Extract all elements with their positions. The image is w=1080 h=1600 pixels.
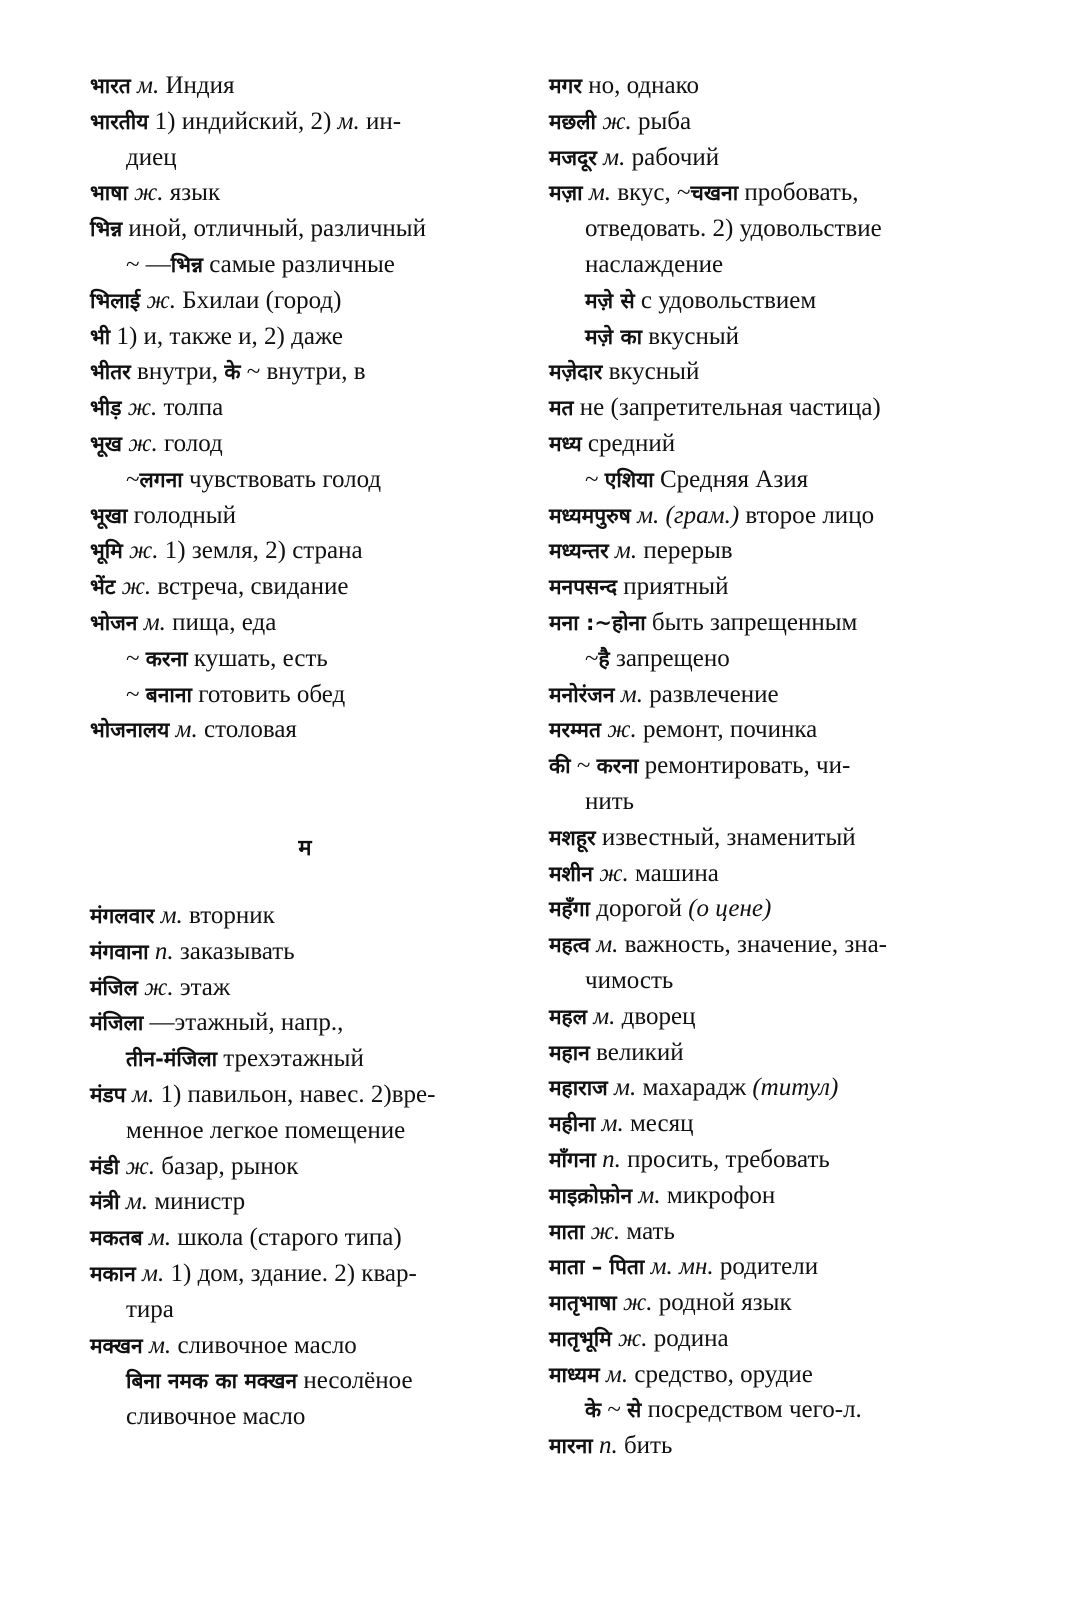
right-entries [549, 68, 982, 1464]
grammar-mark: (титул) [752, 1074, 839, 1102]
translation-text: ~ [126, 644, 146, 672]
dictionary-line [549, 533, 982, 569]
dictionary-line [90, 1149, 520, 1185]
grammar-mark: м. (грам.) [630, 501, 746, 529]
dictionary-line [549, 712, 982, 748]
headword: माइक्रोफ़ोन [549, 1183, 633, 1208]
dictionary-line [90, 1292, 520, 1328]
translation-text: дорогой [589, 895, 689, 923]
headword: मकान [90, 1261, 136, 1286]
translation-text: ~ [585, 465, 605, 493]
grammar-mark: м. [119, 1188, 155, 1216]
translation-text: перерыв [643, 537, 733, 565]
dictionary-line [549, 140, 982, 176]
headword: मजदूर [549, 145, 597, 170]
headword: मनपसन्द [549, 575, 617, 600]
grammar-mark: (о цене) [688, 895, 772, 923]
headword: भूमि [90, 539, 123, 564]
grammar-mark: м. [142, 1331, 178, 1359]
grammar-mark: п. [595, 1145, 628, 1173]
dictionary-line [549, 1428, 982, 1464]
dictionary-line [549, 677, 982, 713]
grammar-mark: ж. [137, 973, 180, 1001]
translation-text: 1) павильон, навес. 2)вре- [160, 1080, 436, 1108]
grammar-mark: м. [608, 537, 644, 565]
grammar-mark: м. [125, 1080, 161, 1108]
dictionary-line [549, 390, 982, 426]
headword: भेंट [90, 575, 116, 600]
grammar-mark: м. [135, 1259, 171, 1287]
dictionary-line [549, 1106, 982, 1142]
headword: मज़ेदार [549, 360, 603, 385]
dictionary-line [90, 1399, 520, 1435]
headword: मातृभाषा [549, 1291, 617, 1316]
headword: तीन-मंजिला [126, 1047, 218, 1072]
dictionary-line [549, 1142, 982, 1178]
translation-text: —этажный, напр., [143, 1009, 344, 1037]
translation-text: министр [154, 1188, 246, 1216]
dictionary-line [90, 677, 520, 713]
headword: महान [549, 1040, 590, 1065]
translation-text: Индия [165, 72, 235, 99]
headword: मध्य [549, 431, 582, 456]
headword: माँगना [549, 1147, 596, 1172]
translation-text: заказывать [179, 937, 295, 965]
translation-text: внутри, [130, 358, 225, 386]
headword: लगना [139, 467, 183, 492]
headword: भिन्न [170, 252, 203, 277]
dictionary-line [549, 927, 982, 963]
headword: के [224, 360, 241, 385]
translation-text: 1) земля, 2) страна [164, 537, 363, 565]
translation-text: но, однако [581, 72, 699, 99]
headword: भोजन [90, 610, 138, 635]
translation-text: второе лицо [745, 501, 875, 529]
headword: मंडप [90, 1082, 126, 1107]
dictionary-line [549, 641, 982, 677]
translation-text: пища, еда [172, 608, 277, 636]
dictionary-line [90, 354, 520, 390]
headword: मशीन [549, 861, 593, 886]
dictionary-line [549, 605, 982, 641]
grammar-mark: м. [142, 1224, 178, 1252]
headword: मध्यमपुरुष [549, 503, 631, 528]
translation-text: тира [126, 1295, 174, 1323]
section-heading-ma: म [298, 836, 312, 861]
grammar-mark: ж. [616, 1289, 659, 1317]
translation-text: пробовать, [738, 179, 859, 207]
dictionary-line [549, 999, 982, 1035]
grammar-mark: ж. [127, 179, 170, 207]
headword: मत [549, 396, 574, 421]
grammar-mark: м. [595, 1110, 630, 1138]
headword: मध्यन्तर [549, 539, 609, 564]
grammar-mark: ж. [122, 537, 165, 565]
headword: भीड़ [90, 396, 122, 421]
translation-text: средний [581, 429, 676, 457]
dictionary-line [90, 1077, 520, 1113]
translation-text: трехэтажный [217, 1045, 364, 1073]
headword: भूखा [90, 503, 128, 528]
headword: मारना [549, 1434, 593, 1459]
translation-text: великий [589, 1038, 684, 1066]
translation-text: встреча, свидание [157, 573, 349, 601]
translation-text: несолёное [297, 1367, 413, 1395]
grammar-mark: ж. [121, 394, 164, 422]
translation-text: месяц [629, 1110, 694, 1138]
translation-text: самые различные [202, 250, 395, 278]
headword: महत्व [549, 933, 590, 958]
grammar-mark: ж. [140, 286, 183, 314]
translation-text: кушать, есть [187, 644, 328, 672]
translation-text: язык [169, 179, 221, 207]
headword: मंजिल [90, 975, 138, 1000]
headword: भिलाई [90, 288, 141, 313]
grammar-mark: м. [130, 72, 166, 99]
translation-text: машина [634, 859, 719, 887]
dictionary-line [90, 1041, 520, 1077]
translation-text: рабочий [631, 143, 720, 171]
headword: मंजिला [90, 1011, 144, 1036]
headword: मंगलवार [90, 904, 155, 928]
dictionary-line [549, 426, 982, 462]
headword: महल [549, 1004, 587, 1029]
dictionary-line [549, 462, 982, 498]
translation-text: рыба [637, 107, 692, 135]
headword: मंत्री [90, 1190, 120, 1215]
translation-text: ин- [359, 107, 402, 135]
translation-text: посредством чего-л. [641, 1396, 862, 1424]
translation-text: ремонт, починка [642, 716, 818, 744]
headword: बिना नमक का मक्खन [126, 1369, 298, 1394]
dictionary-line [549, 354, 982, 390]
grammar-mark: м. мн. [644, 1253, 720, 1281]
dictionary-line [90, 104, 520, 140]
grammar-mark: м. [596, 143, 632, 171]
grammar-mark: ж. [592, 859, 635, 887]
headword: भूख [90, 431, 122, 456]
dictionary-line [90, 533, 520, 569]
headword: मंडी [90, 1154, 120, 1179]
headword: एशिया [604, 467, 654, 492]
dictionary-line [549, 820, 982, 856]
headword: से [627, 1398, 642, 1423]
translation-text: дворец [621, 1002, 696, 1030]
headword: मक्खन [90, 1333, 143, 1358]
dictionary-line [90, 1363, 520, 1399]
dictionary-line [549, 1285, 982, 1321]
translation-text: мать [626, 1217, 675, 1245]
translation-text: родина [653, 1324, 729, 1352]
translation-text: вкус, ~ [617, 179, 691, 207]
grammar-mark: м. [614, 680, 650, 708]
grammar-mark: м. [582, 179, 618, 207]
translation-text: голод [163, 429, 223, 457]
grammar-mark: ж. [119, 1152, 162, 1180]
dictionary-line [549, 963, 982, 999]
dictionary-line [549, 856, 982, 892]
headword: के [585, 1398, 602, 1423]
translation-text: развлечение [649, 680, 779, 708]
dictionary-line [90, 211, 520, 247]
translation-text: школа (старого типа) [177, 1224, 402, 1252]
headword: मरम्मत [549, 718, 601, 743]
translation-text: родной язык [658, 1289, 792, 1317]
dictionary-line [549, 68, 982, 104]
headword: मज़ा [549, 181, 583, 206]
dictionary-line [90, 605, 520, 641]
grammar-mark: п. [148, 937, 180, 965]
translation-text: не (запретительная частица) [573, 394, 881, 422]
translation-text: наслаждение [585, 250, 724, 278]
translation-text: вкусный [602, 358, 700, 386]
dictionary-line [90, 712, 520, 748]
headword: करना [145, 646, 188, 671]
headword: भीतर [90, 360, 131, 385]
dictionary-line [90, 641, 520, 677]
headword: मछली [549, 109, 596, 134]
translation-text: ~ — [126, 250, 171, 278]
headword: महाराज [549, 1076, 608, 1101]
headword: करना [596, 754, 639, 779]
translation-text: ~ [585, 644, 599, 672]
dictionary-line [90, 569, 520, 605]
dictionary-line [90, 1328, 520, 1364]
dictionary-line [549, 1249, 982, 1285]
translation-text: ~ [126, 680, 146, 708]
translation-text: родители [719, 1253, 819, 1281]
grammar-mark: м. [169, 716, 205, 744]
headword: भाषा [90, 181, 128, 206]
dictionary-line [549, 175, 982, 211]
dictionary-line [549, 1392, 982, 1428]
dictionary-line [90, 1220, 520, 1256]
translation-text: важность, значение, зна- [624, 931, 887, 959]
dictionary-line [90, 283, 520, 319]
headword: भारतीय [90, 109, 149, 134]
grammar-mark: ж. [600, 716, 643, 744]
translation-text: махарадж [642, 1074, 753, 1102]
headword: महँगा [549, 897, 590, 922]
translation-text: ~ [570, 752, 597, 780]
translation-text: иной, отличный, различный [122, 215, 426, 243]
headword: मगर [549, 74, 582, 98]
translation-text: базар, рынок [161, 1152, 299, 1180]
translation-text: менное легкое помещение [126, 1116, 406, 1144]
grammar-mark: ж. [595, 107, 638, 135]
headword: मनोरंजन [549, 682, 615, 707]
grammar-mark: м. [607, 1074, 643, 1102]
translation-text: готовить обед [191, 680, 346, 708]
headword: भी [90, 324, 111, 349]
dictionary-line [549, 891, 982, 927]
dictionary-line [90, 462, 520, 498]
grammar-mark: ж. [121, 429, 164, 457]
dictionary-line [549, 104, 982, 140]
headword: मकतब [90, 1226, 143, 1251]
dictionary-line [549, 1070, 982, 1106]
translation-text: чувствовать голод [182, 465, 382, 493]
headword: मातृभूमि [549, 1326, 612, 1351]
translation-text: сливочное масло [126, 1403, 306, 1431]
dictionary-line [90, 898, 520, 934]
headword: माध्यम [549, 1362, 600, 1387]
left-bottom-entries [90, 898, 520, 1435]
dictionary-line [549, 1178, 982, 1214]
dictionary-line [90, 247, 520, 283]
translation-text: нить [585, 787, 635, 815]
dictionary-line [549, 1321, 982, 1357]
translation-text: вторник [189, 902, 275, 929]
dictionary-line [549, 498, 982, 534]
dictionary-line [90, 175, 520, 211]
translation-text: с удовольствием [634, 286, 817, 314]
headword: मंगवाना [90, 939, 149, 964]
translation-text: этаж [179, 973, 231, 1001]
headword: माता – पिता [549, 1255, 645, 1280]
translation-text: быть запрещенным [645, 608, 858, 636]
dictionary-line [549, 283, 982, 319]
headword: भारत [90, 74, 131, 98]
translation-text: 1) индийский, 2) [148, 107, 338, 135]
grammar-mark: ж. [115, 573, 158, 601]
headword: बनाना [145, 682, 192, 707]
dictionary-line [549, 569, 982, 605]
headword: माता [549, 1219, 585, 1244]
translation-text: чимость [585, 966, 674, 994]
dictionary-line [549, 1214, 982, 1250]
grammar-mark: м. [337, 107, 360, 135]
translation-text: толпа [163, 394, 224, 422]
translation-text: ~ [601, 1396, 628, 1424]
headword: मज़े का [585, 324, 643, 349]
translation-text: микрофон [666, 1181, 776, 1209]
dictionary-line [549, 1357, 982, 1393]
grammar-mark: ж. [584, 1217, 627, 1245]
grammar-mark: п. [592, 1432, 624, 1460]
headword: मशहूर [549, 825, 596, 850]
grammar-mark: м. [137, 608, 173, 636]
translation-text: ~ [126, 465, 140, 493]
translation-text: ремонтировать, чи- [638, 752, 851, 780]
dictionary-line [549, 784, 982, 820]
translation-text: отведовать. 2) удовольствие [585, 215, 882, 243]
dictionary-line [90, 426, 520, 462]
translation-text: просить, требовать [627, 1145, 830, 1173]
grammar-mark: м. [154, 902, 190, 929]
dictionary-line [90, 498, 520, 534]
dictionary-line [90, 1113, 520, 1149]
headword: मज़े से [585, 288, 635, 313]
translation-text: 1) дом, здание. 2) квар- [170, 1259, 417, 1287]
dictionary-line [90, 1184, 520, 1220]
translation-text: диец [126, 143, 177, 171]
headword: की [549, 754, 571, 779]
dictionary-line [90, 1256, 520, 1292]
translation-text: Средняя Азия [653, 465, 809, 493]
left-top-entries [90, 68, 520, 748]
translation-text: ~ внутри, в [240, 358, 366, 386]
grammar-mark: м. [589, 931, 625, 959]
dictionary-line [90, 140, 520, 176]
dictionary-line [90, 970, 520, 1006]
grammar-mark: ж. [611, 1324, 654, 1352]
grammar-mark: м. [586, 1002, 622, 1030]
translation-text: столовая [204, 716, 297, 744]
translation-text: бить [623, 1432, 673, 1460]
headword: चखना [690, 181, 739, 206]
translation-text: средство, орудие [634, 1360, 813, 1388]
dictionary-line [90, 68, 520, 104]
grammar-mark: м. [599, 1360, 635, 1388]
translation-text: сливочное масло [177, 1331, 357, 1359]
headword: भोजनालय [90, 718, 170, 743]
translation-text: приятный [616, 573, 729, 601]
translation-text: Бхилаи (город) [182, 286, 342, 314]
dictionary-line [549, 247, 982, 283]
dictionary-line [549, 319, 982, 355]
translation-text: вкусный [642, 322, 740, 350]
dictionary-line [90, 390, 520, 426]
dictionary-line [90, 1005, 520, 1041]
headword: मना :~होना [549, 610, 646, 635]
dictionary-line [549, 1035, 982, 1071]
dictionary-line [549, 748, 982, 784]
translation-text: 1) и, также и, 2) даже [110, 322, 343, 350]
dictionary-line [90, 319, 520, 355]
grammar-mark: м. [632, 1181, 667, 1209]
translation-text: голодный [127, 501, 236, 529]
dictionary-line [549, 211, 982, 247]
headword: महीना [549, 1112, 596, 1137]
headword: भिन्न [90, 217, 123, 242]
translation-text: запрещено [609, 644, 730, 672]
translation-text: известный, знаменитый [595, 823, 856, 851]
headword: है [598, 646, 610, 671]
dictionary-line [90, 934, 520, 970]
